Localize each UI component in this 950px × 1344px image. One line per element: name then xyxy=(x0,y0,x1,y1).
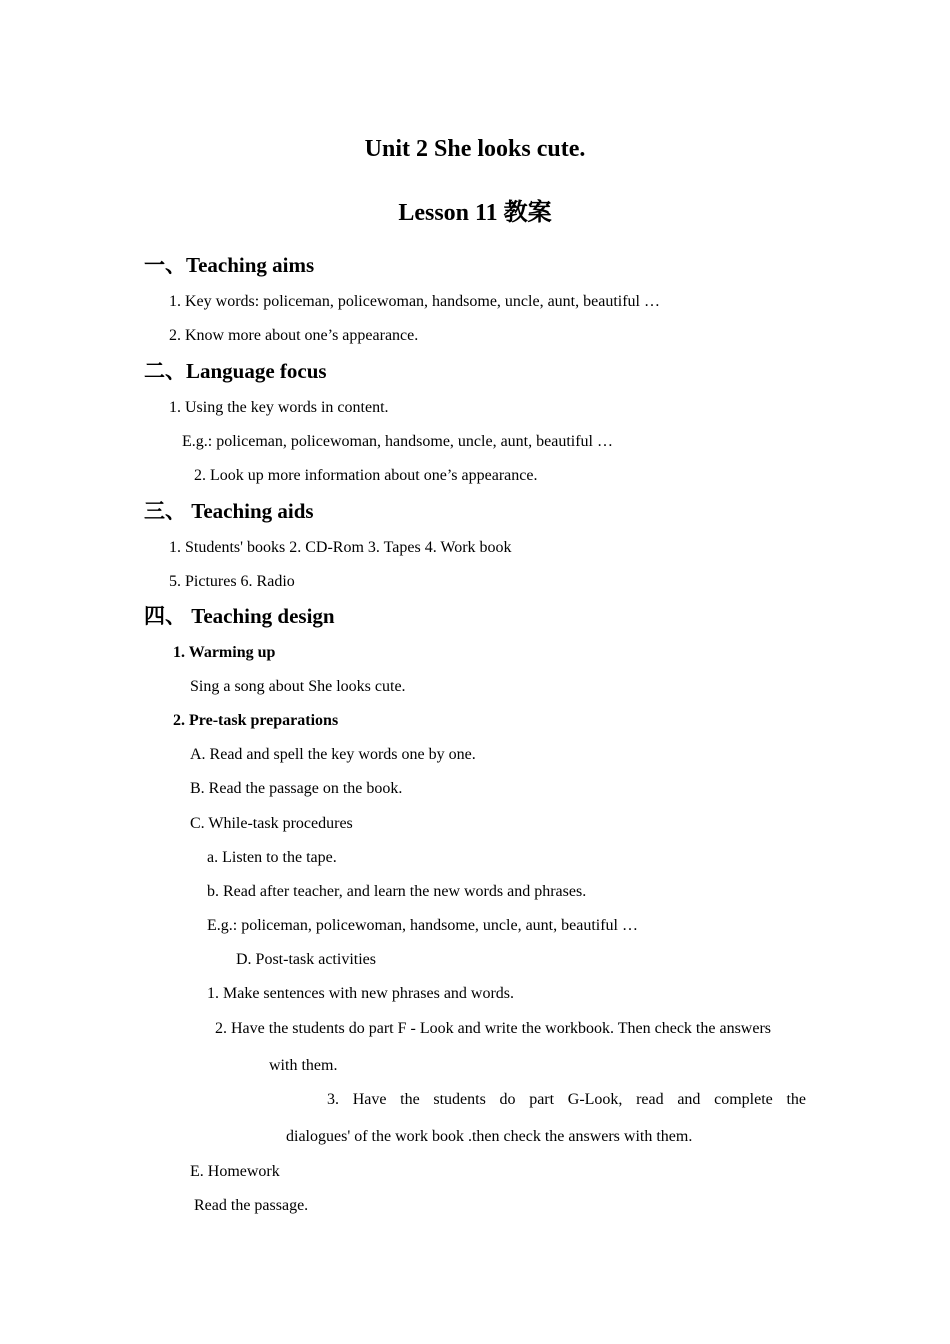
step-item: D. Post-task activities xyxy=(236,951,376,968)
step-subitem-continuation: dialogues' of the work book .then check the answers with them. xyxy=(286,1128,693,1145)
section-heading-teaching-design: 四、 Teaching design xyxy=(144,604,335,628)
step-item: C. While-task procedures xyxy=(190,815,353,832)
step-subitem: 2. Have the students do part F - Look and write the workbook. Then check the answers xyxy=(215,1020,772,1037)
list-item: 1. Using the key words in content. xyxy=(169,399,389,416)
list-item: 1. Key words: policeman, policewoman, handsome, uncle, aunt, beautiful … xyxy=(169,293,660,310)
lesson-subtitle: Lesson 11 教案 xyxy=(398,200,552,226)
list-item: 2. Look up more information about one’s appearance. xyxy=(194,467,538,484)
list-item: 5. Pictures 6. Radio xyxy=(169,573,295,590)
section-heading-language-focus: 二、Language focus xyxy=(144,359,327,383)
list-item: 2. Know more about one’s appearance. xyxy=(169,327,419,344)
step-subitem: 3. Have the students do part G-Look, read and complete the xyxy=(327,1091,806,1108)
document-title: Unit 2 She looks cute. xyxy=(364,136,586,162)
step-item: E. Homework xyxy=(190,1163,280,1180)
step-subitem: a. Listen to the tape. xyxy=(207,849,337,866)
section-heading-teaching-aids: 三、 Teaching aids xyxy=(144,499,314,523)
step-subitem: b. Read after teacher, and learn the new words and phrases. xyxy=(207,883,587,900)
step-subitem-continuation: with them. xyxy=(269,1057,338,1074)
subheading-pre-task: 2. Pre-task preparations xyxy=(173,712,339,729)
paragraph: Sing a song about She looks cute. xyxy=(190,678,406,695)
list-item: 1. Students' books 2. CD-Rom 3. Tapes 4. Work book xyxy=(169,539,512,556)
step-subitem: 1. Make sentences with new phrases and words. xyxy=(207,985,515,1002)
example-line: E.g.: policeman, policewoman, handsome, uncle, aunt, beautiful … xyxy=(182,433,613,450)
example-line: E.g.: policeman, policewoman, handsome, uncle, aunt, beautiful … xyxy=(207,917,638,934)
paragraph: Read the passage. xyxy=(194,1197,309,1214)
step-item: B. Read the passage on the book. xyxy=(190,780,403,797)
subheading-warming-up: 1. Warming up xyxy=(173,644,276,661)
section-heading-teaching-aims: 一、Teaching aims xyxy=(144,253,315,277)
step-item: A. Read and spell the key words one by one. xyxy=(190,746,476,763)
